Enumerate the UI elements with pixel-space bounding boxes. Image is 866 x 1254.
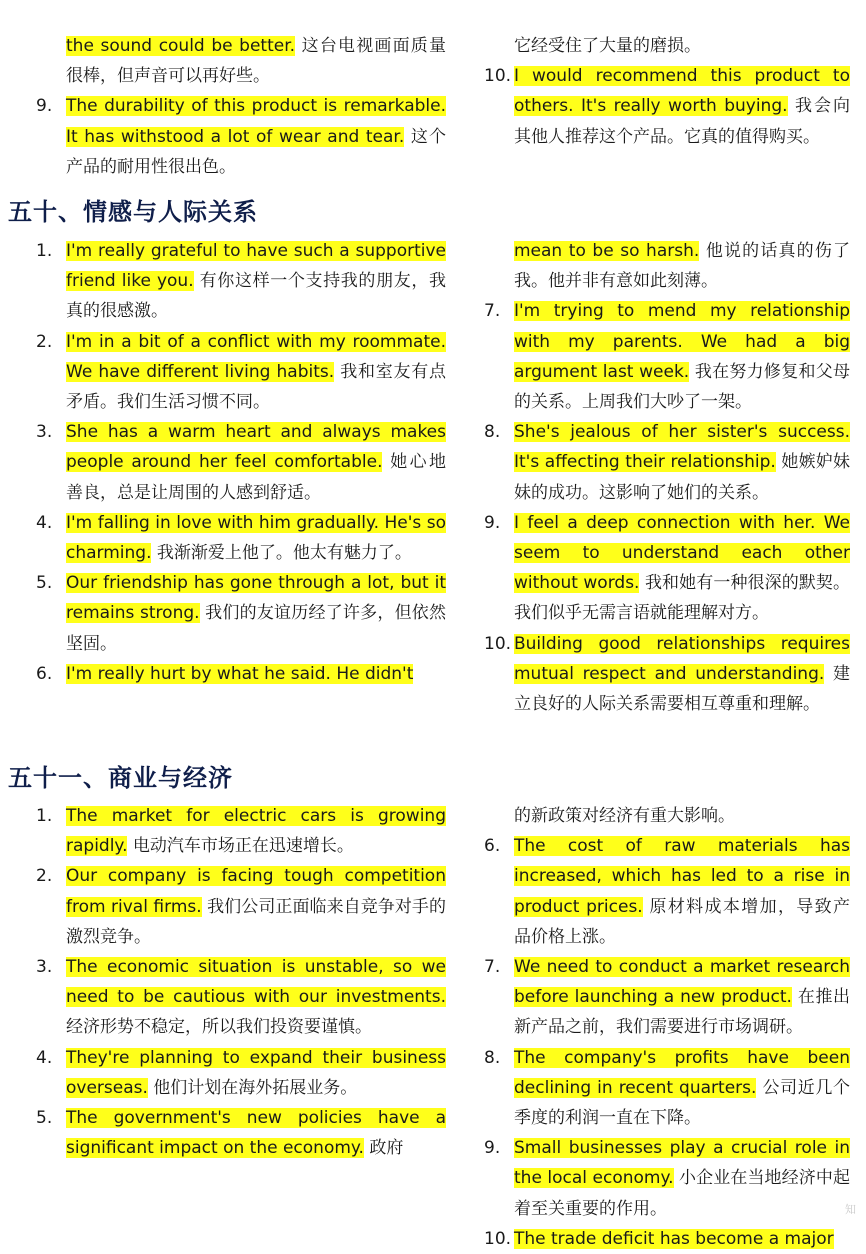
item-number: 9. [484, 512, 501, 533]
watermark-logo: 知 [845, 1203, 856, 1216]
chinese-translation: 的新政策对经济有重大影响。 [514, 806, 735, 826]
list-item [36, 327, 446, 418]
chinese-translation: 他说的话真的伤了我。他并非有意如此刻薄。 [514, 241, 850, 292]
list-item [484, 1043, 850, 1134]
english-sentence: The market for electric cars is growing rapidly. [66, 806, 446, 857]
english-sentence: I'm really hurt by what he said. He didn't [66, 663, 414, 684]
chinese-translation: 她心地善良，总是让周围的人感到舒适。 [66, 452, 446, 503]
item-number: 3. [36, 422, 53, 443]
item-number: 2. [36, 866, 53, 887]
chinese-translation: 我渐渐爱上他了。他太有魅力了。 [151, 543, 412, 564]
english-sentence: I feel a deep connection with her. We seem to understand each other without words. [514, 512, 850, 594]
chinese-translation: 我和室友有点矛盾。我们生活习惯不同。 [66, 361, 446, 413]
section-51-right-column [484, 801, 850, 1254]
item-number: 8. [484, 1047, 501, 1068]
item-number: 6. [484, 836, 501, 857]
english-sentence: The company's profits have been declining in recent quarters. [514, 1047, 850, 1098]
chinese-translation: 我们公司正面临来自竞争对手的激烈竞争。 [66, 896, 446, 947]
list-item [484, 1224, 850, 1254]
chinese-translation: 我们的友谊历经了许多，但依然坚固。 [66, 603, 446, 654]
section-51-title: 五十一、商业与经济 [8, 764, 233, 792]
list-item [36, 1103, 446, 1163]
list-item [484, 31, 850, 61]
list-item [484, 801, 850, 831]
section-50-left-column [36, 236, 446, 689]
chinese-translation: 我会向其他人推荐这个产品。它真的值得购买。 [514, 96, 850, 147]
item-number: 10. [484, 1228, 512, 1249]
list-item [484, 952, 850, 1043]
english-sentence: They're planning to expand their business overseas. [66, 1047, 446, 1098]
chinese-translation: 他们计划在海外拓展业务。 [147, 1077, 358, 1098]
english-sentence: She's jealous of her sister's success. It's affecting their relationship. [514, 422, 850, 473]
item-number: 10. [484, 633, 512, 654]
english-sentence: mean to be so harsh. [514, 241, 700, 261]
item-number: 4. [36, 1047, 53, 1068]
chinese-translation: 政府 [363, 1138, 404, 1159]
item-number: 2. [36, 331, 53, 352]
chinese-translation: 她嫉妒妹妹的成功。这影响了她们的关系。 [514, 452, 850, 503]
list-item [484, 1133, 850, 1224]
top-left-column [36, 31, 446, 182]
item-number: 6. [36, 663, 53, 684]
top-right-column [484, 31, 850, 152]
chinese-translation: 它经受住了大量的磨损。 [514, 36, 701, 56]
list-item [36, 1043, 446, 1103]
english-sentence: The cost of raw materials has increased, which has led to a rise in product prices. [514, 836, 850, 917]
item-number: 5. [36, 573, 53, 594]
english-sentence: The economic situation is unstable, so we need to be cautious with our investments. [66, 957, 446, 1008]
item-number: 9. [36, 96, 53, 117]
list-item [36, 801, 446, 861]
item-number: 4. [36, 512, 53, 533]
chinese-translation: 这个产品的耐用性很出色。 [66, 126, 446, 177]
chinese-translation: 有你这样一个支持我的朋友，我真的很感激。 [66, 271, 446, 322]
list-item [484, 61, 850, 152]
chinese-translation: 建立良好的人际关系需要相互尊重和理解。 [514, 663, 850, 715]
english-sentence: The trade deficit has become a major [514, 1228, 834, 1249]
list-item [36, 659, 446, 689]
list-item [36, 952, 446, 1043]
chinese-translation: 原材料成本增加，导致产品价格上涨。 [514, 896, 851, 947]
item-number: 7. [484, 301, 501, 322]
item-number: 3. [36, 957, 53, 978]
list-item [484, 508, 850, 629]
english-sentence: The durability of this product is remarkable. It has withstood a lot of wear and tear. [66, 96, 446, 147]
list-item [484, 296, 850, 417]
item-number: 10. [484, 66, 512, 87]
list-item [484, 417, 850, 508]
english-sentence: I'm falling in love with him gradually. He's so charming. [66, 512, 446, 564]
item-number: 9. [484, 1138, 501, 1159]
item-number: 7. [484, 957, 501, 978]
item-number: 1. [36, 241, 53, 261]
list-item [36, 91, 446, 182]
english-sentence: I'm trying to mend my relationship with my parents. We had a big argument last week. [514, 301, 850, 382]
english-sentence: the sound could be better. [66, 36, 296, 56]
chinese-translation: 我和她有一种很深的默契。我们似乎无需言语就能理解对方。 [514, 573, 851, 624]
list-item [36, 417, 446, 508]
list-item [484, 629, 850, 720]
english-sentence: We need to conduct a market research before launching a new product. [514, 957, 850, 1008]
section-50-right-column [484, 236, 850, 719]
chinese-translation: 在推出新产品之前，我们需要进行市场调研。 [514, 987, 850, 1038]
list-item [36, 861, 446, 952]
list-item [36, 568, 446, 659]
item-number: 5. [36, 1108, 53, 1129]
chinese-translation: 我在努力修复和父母的关系。上周我们大吵了一架。 [514, 361, 850, 413]
item-number: 8. [484, 422, 501, 443]
list-item [484, 236, 850, 296]
english-sentence: She has a warm heart and always makes people around her feel comfortable. [66, 422, 446, 473]
chinese-translation: 小企业在当地经济中起着至关重要的作用。 [514, 1168, 850, 1219]
english-sentence: Our friendship has gone through a lot, but it remains strong. [66, 573, 446, 624]
english-sentence: Building good relationships requires mutual respect and understanding. [514, 633, 850, 684]
chinese-translation: 电动汽车市场正在迅速增长。 [127, 836, 354, 857]
english-sentence: I'm in a bit of a conflict with my roommate. We have different living habits. [66, 331, 446, 382]
list-item [36, 508, 446, 568]
list-item [36, 31, 446, 91]
section-50-title: 五十、情感与人际关系 [8, 198, 258, 226]
english-sentence: The government's new policies have a significant impact on the economy. [66, 1108, 446, 1159]
english-sentence: I'm really grateful to have such a supportive friend like you. [66, 241, 446, 292]
chinese-translation: 公司近几个季度的利润一直在下降。 [514, 1077, 851, 1129]
list-item [484, 831, 850, 952]
chinese-translation: 经济形势不稳定，所以我们投资要谨慎。 [66, 1017, 372, 1038]
english-sentence: Our company is facing tough competition from rival firms. [66, 866, 446, 917]
section-51-left-column [36, 801, 446, 1163]
chinese-translation: 这台电视画面质量很棒，但声音可以再好些。 [66, 36, 446, 87]
english-sentence: I would recommend this product to others. It's really worth buying. [514, 66, 850, 117]
item-number: 1. [36, 806, 53, 826]
list-item [36, 236, 446, 327]
english-sentence: Small businesses play a crucial role in the local economy. [514, 1138, 850, 1189]
